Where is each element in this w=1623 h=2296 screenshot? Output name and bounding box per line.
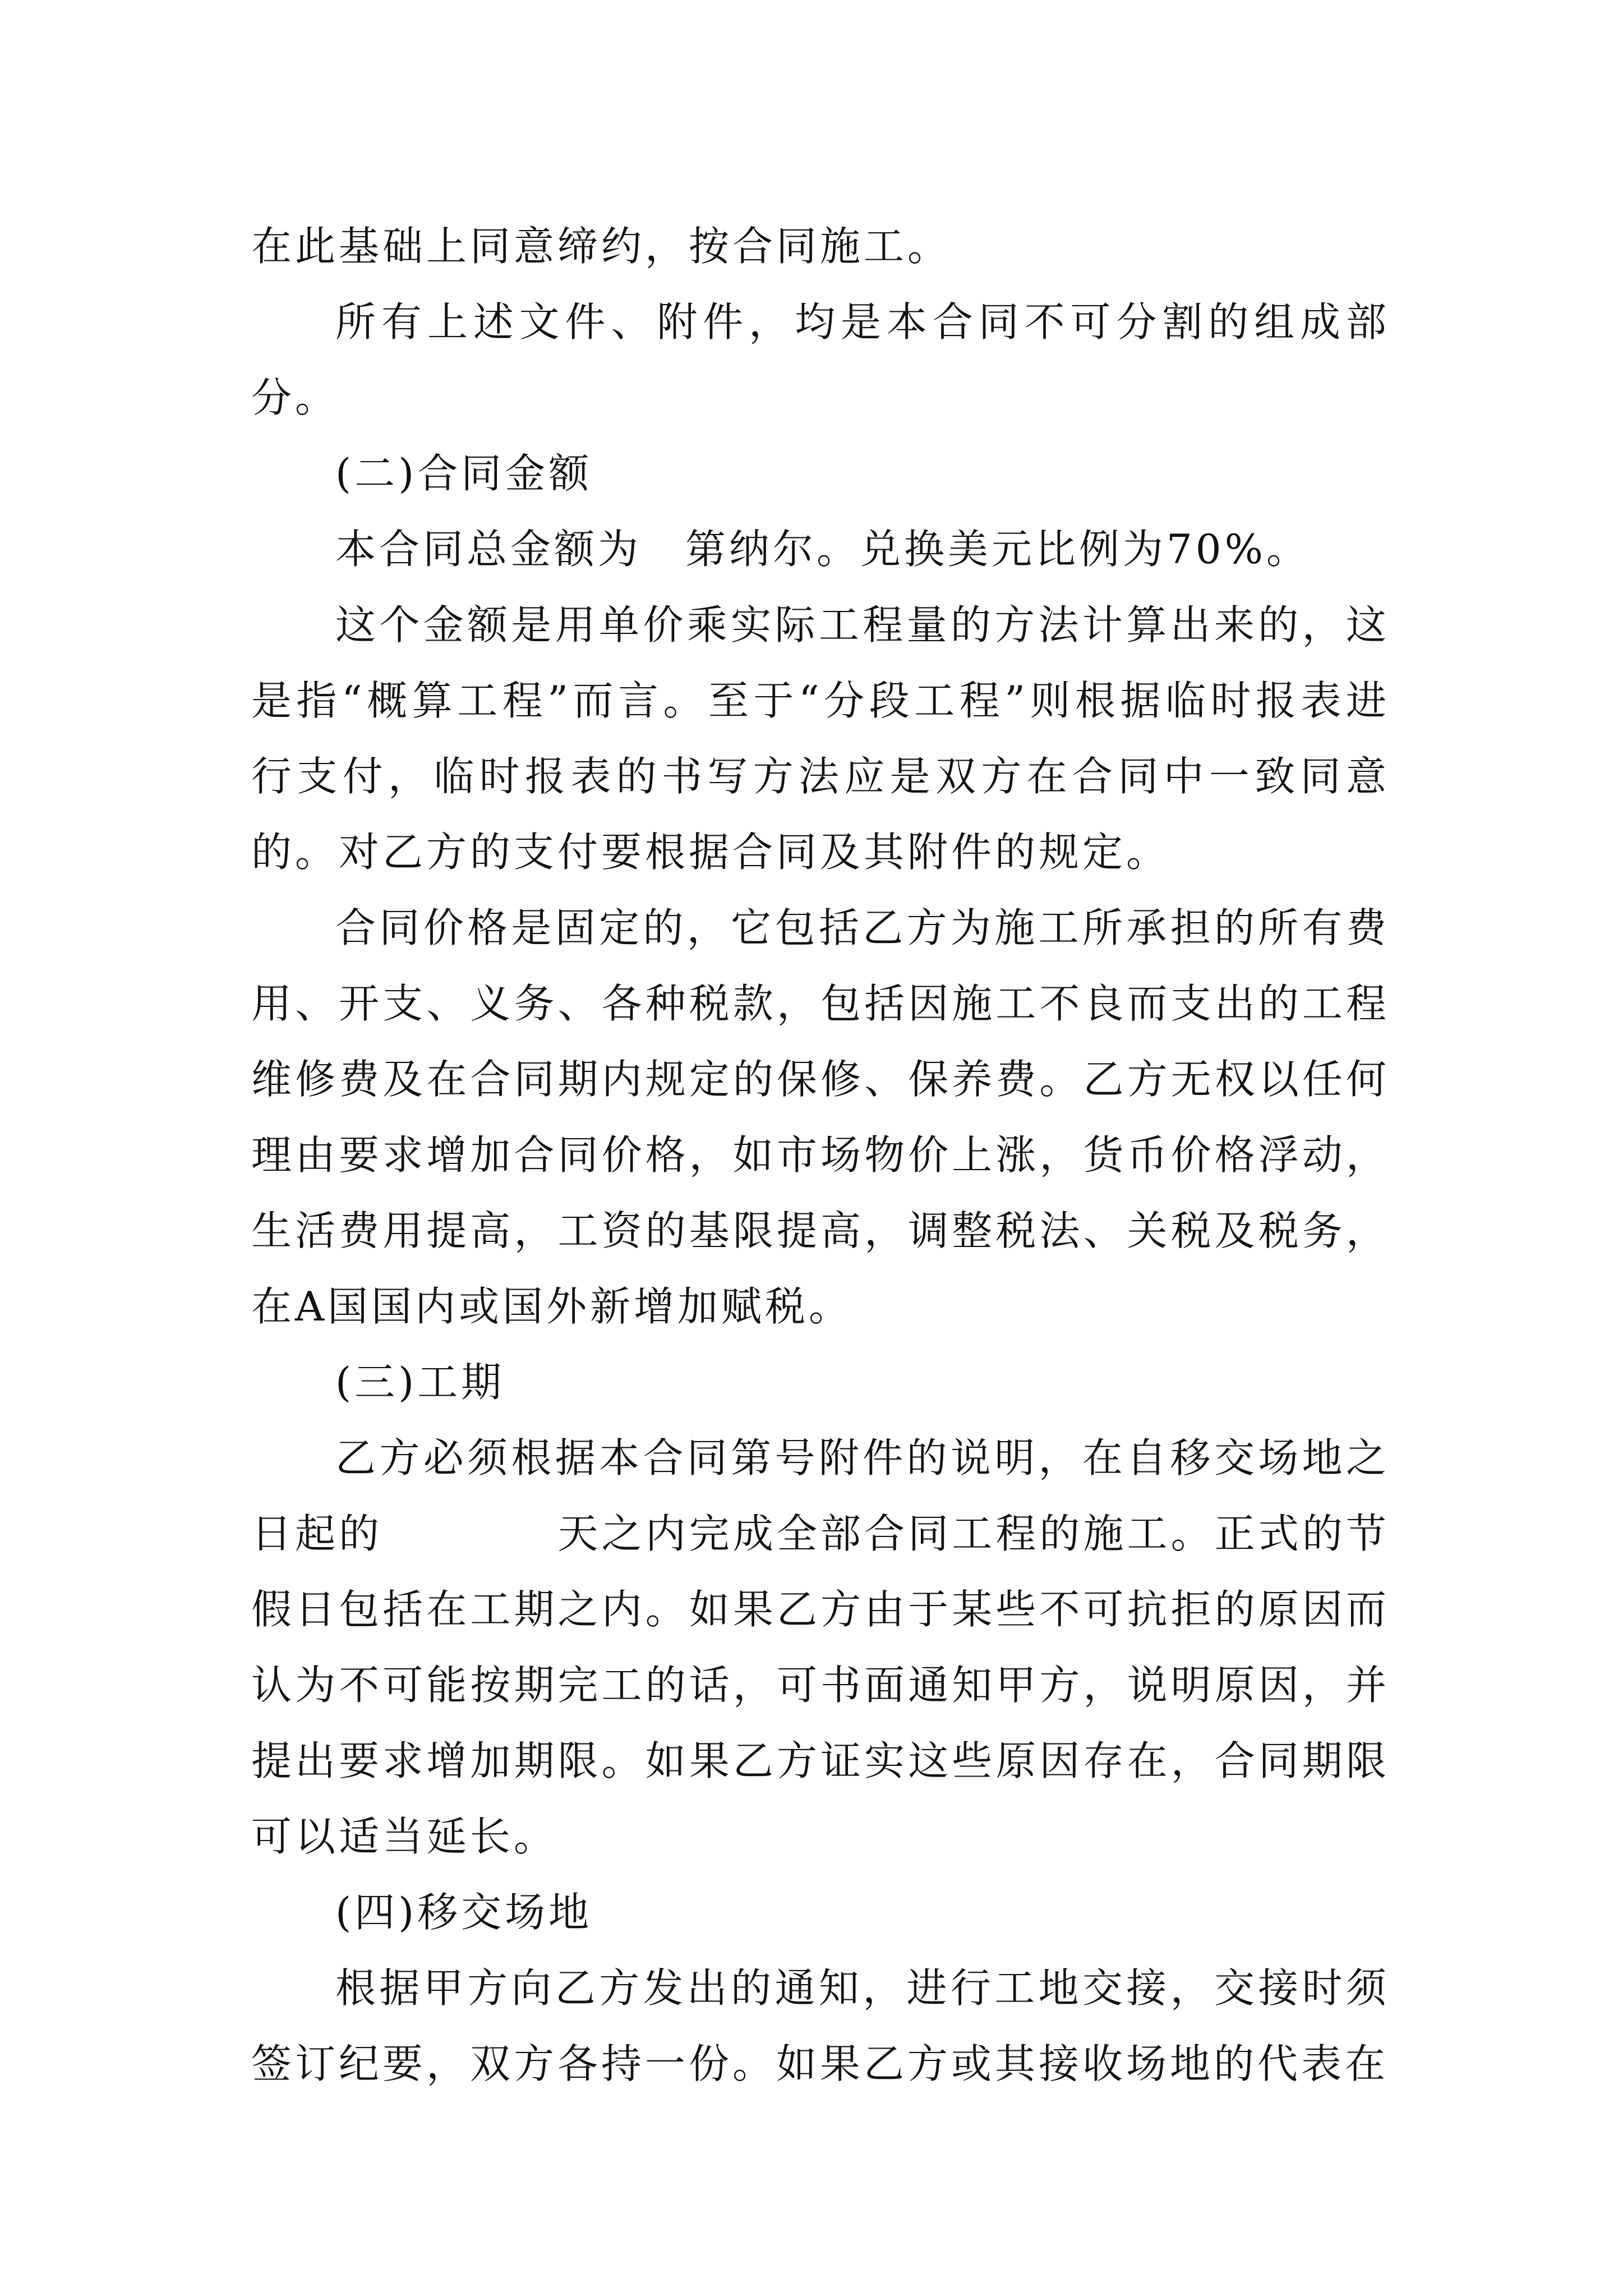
section-heading-duration: (三)工期 [335, 1359, 505, 1406]
paragraph-duration: 乙方必须根据本合同第号附件的说明，在自移交场地之日起的 天之内完成全部合同工程的施工。正式的节假日包括在工期之内。如果乙方由于某些不可抗拒的原因而认为不可能按期完工的话，可书面通知甲方，说明原因，并提出要求增加期限。如果乙方证实这些原因存在，合同期限可以适当延长。 [251, 1434, 1390, 1860]
paragraph-2: 所有上述文件、附件，均是本合同不可分割的组成部分。 [251, 298, 1390, 421]
paragraph-amount-calculation: 这个金额是用单价乘实际工程量的方法计算出来的，这是指“概算工程”而言。至于“分段工程”则根据临时报表进行支付，临时报表的书写方法应是双方在合同中一致同意的。对乙方的支付要根据合同及其附件的规定。 [251, 601, 1390, 876]
section-heading-site-handover: (四)移交场地 [335, 1889, 593, 1936]
section-heading-contract-amount: (二)合同金额 [335, 450, 593, 497]
paragraph-1: 在此基础上同意缔约，按合同施工。 [251, 223, 952, 270]
paragraph-total-amount: 本合同总金额为 第纳尔。兑换美元比例为70%。 [335, 526, 1311, 573]
paragraph-site-handover: 根据甲方向乙方发出的通知，进行工地交接，交接时须签订纪要，双方各持一份。如果乙方或其接收场地的代表在 [251, 1964, 1390, 2087]
document-body [251, 209, 1390, 2102]
paragraph-fixed-price: 合同价格是固定的，它包括乙方为施工所承担的所有费用、开支、义务、各种税款，包括因施工不良而支出的工程维修费及在合同期内规定的保修、保养费。乙方无权以任何理由要求增加合同价格，如市场物价上涨，货币价格浮动，生活费用提高，工资的基限提高，调整税法、关税及税务，在A国国内或国外新增加赋税。 [251, 904, 1390, 1330]
